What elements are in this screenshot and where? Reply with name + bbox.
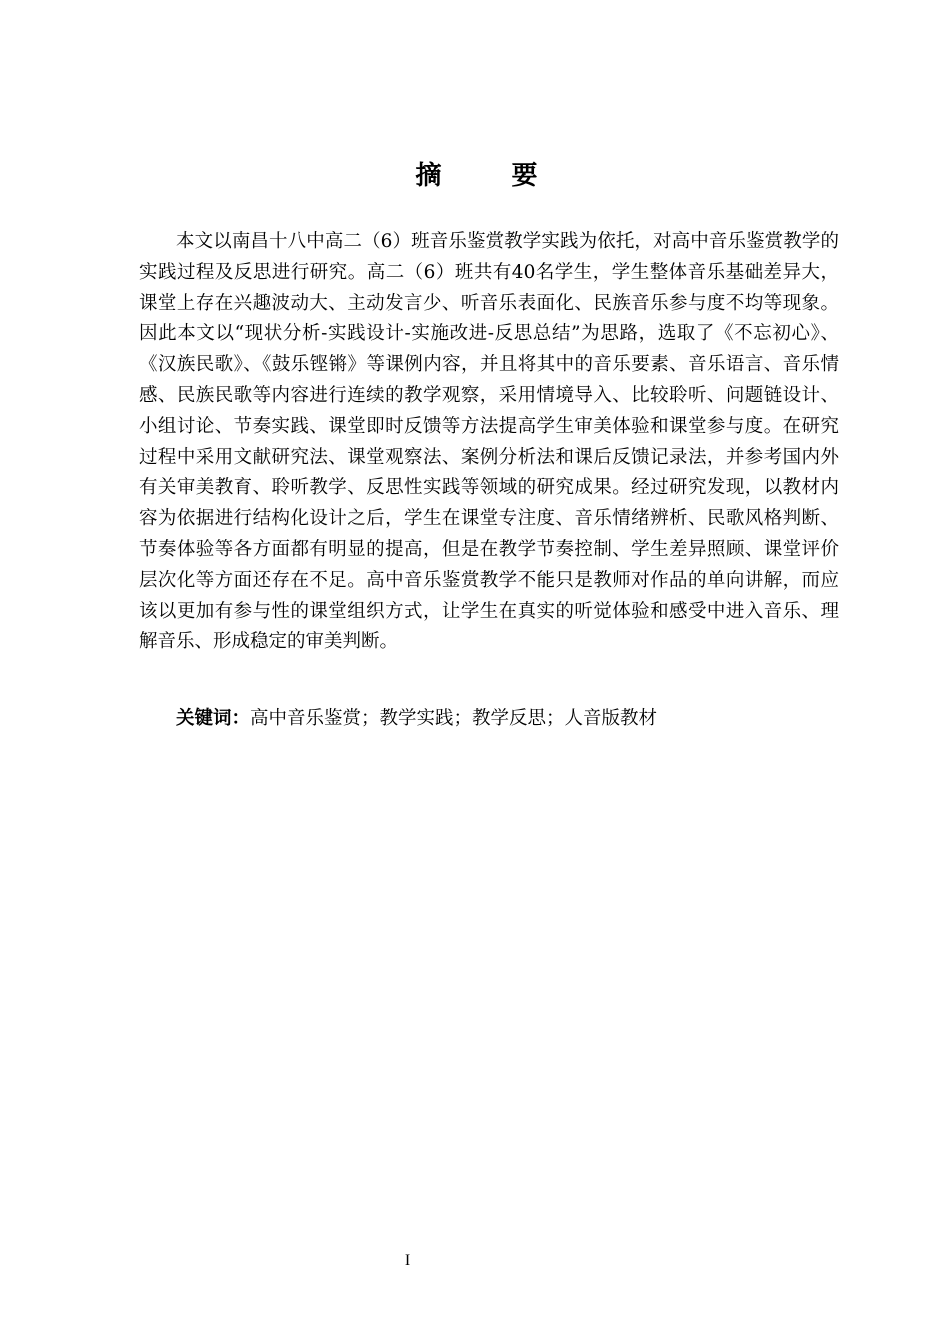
abstract-body: 本文以南昌十八中高二（6）班音乐鉴赏教学实践为依托，对高中音乐鉴赏教学的实践过程及反思进行研究。高二（6）班共有40名学生，学生整体音乐基础差异大，课堂上存在兴趣波动大、主动发言少、听音乐表面化、民族音乐参与度不均等现象。因此本文以“现状分析-实践设计-实施改进-反思总结”为思路，选取了《不忘初心》、《汉族民歌》、《鼓乐铿锵》等课例内容，并且将其中的音乐要素、音乐语言、音乐情感、民族民歌等内容进行连续的教学观察，采用情境导入、比较聆听、问题链设计、小组讨论、节奏实践、课堂即时反馈等方法提高学生审美体验和课堂参与度。在研究过程中采用文献研究法、课堂观察法、案例分析法和课后反馈记录法，并参考国内外有关审美教育、聆听教学、反思性实践等领域的研究成果。经过研究发现，以教材内容为依据进行结构化设计之后，学生在课堂专注度、音乐情绪辨析、民歌风格判断、节奏体验等各方面都有明显的提高，但是在教学节奏控制、学生差异照顾、课堂评价层次化等方面还存在不足。高中音乐鉴赏教学不能只是教师对作品的单向讲解，而应该以更加有参与性的课堂组织方式，让学生在真实的听觉体验和感受中进入音乐、理解音乐、形成稳定的审美判断。 <box>139 231 839 653</box>
keywords-text: 高中音乐鉴赏；教学实践；教学反思；人音版教材 <box>250 708 658 729</box>
abstract-title: 摘 要 <box>415 161 560 191</box>
keywords-line <box>176 704 657 734</box>
page-number: I <box>404 1252 411 1269</box>
keywords-label: 关键词： <box>176 708 251 729</box>
